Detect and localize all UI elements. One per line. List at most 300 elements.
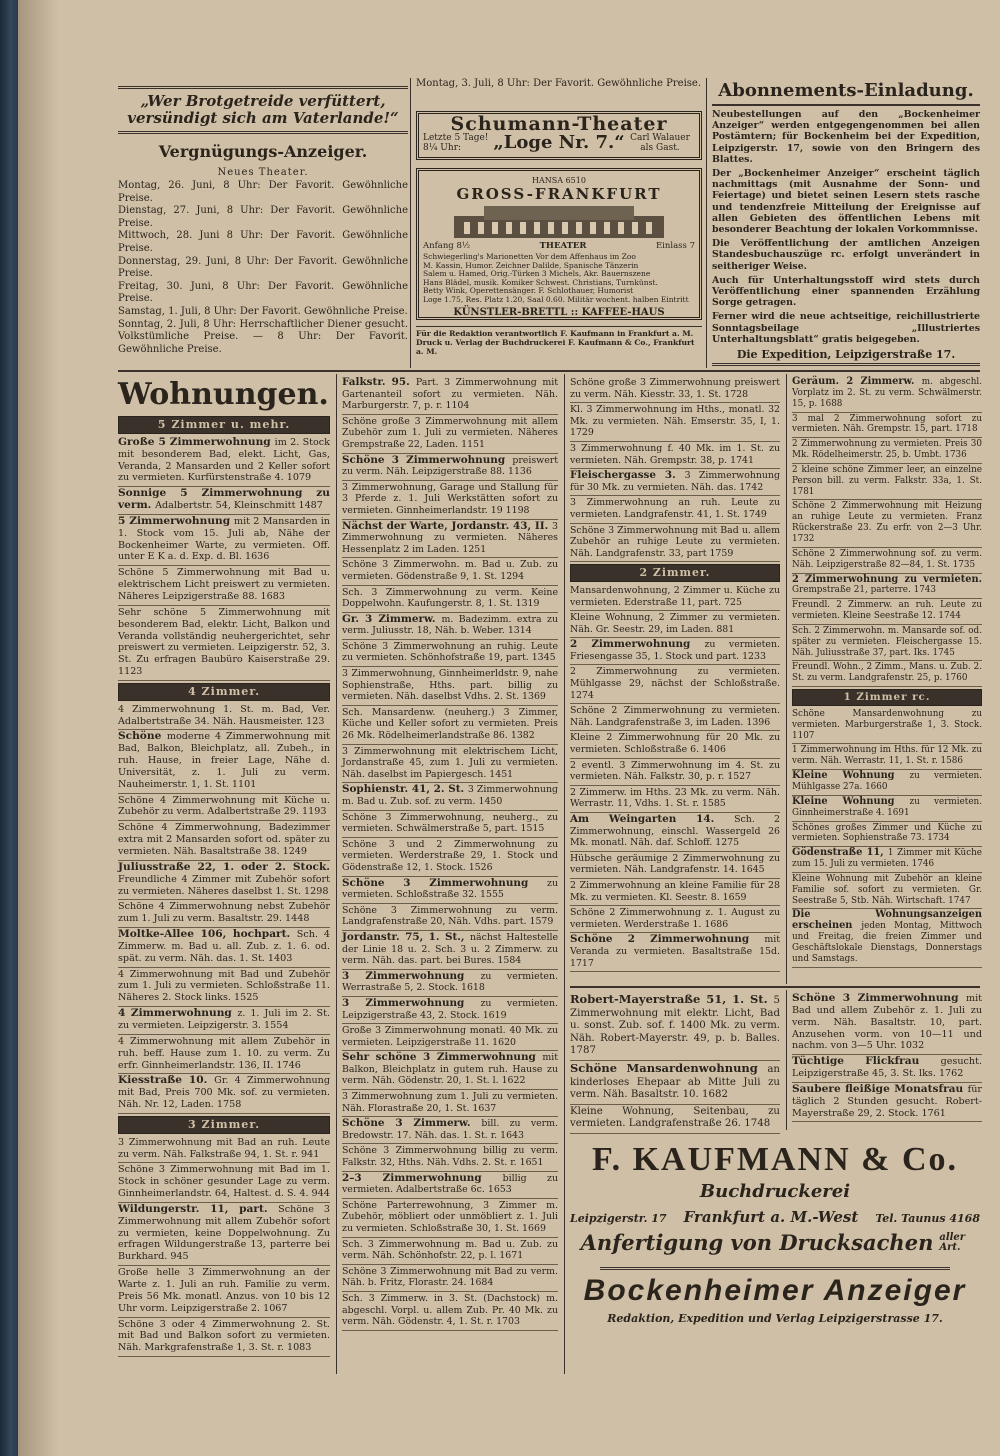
- ad-heading: Schöne 3 Zimmerwohnung: [792, 992, 966, 1004]
- classified-ad: [792, 1055, 982, 1083]
- ad-text: 2 kleine schöne Zimmer leer, an einzelne Person bill. zu verm. Falkstr. 33a, 1. St. 1781: [792, 464, 982, 497]
- classified-ad: [570, 992, 780, 1061]
- classified-ad: [792, 625, 982, 662]
- ad-heading: 2 Zimmerwohnung zu vermieten.: [792, 573, 982, 585]
- program-line: Freitag, 30. Juni, 8 Uhr: Der Favorit. Gewöhnliche Preise.: [118, 280, 408, 305]
- ad-text: Schöne 3 Zimmerwohnung mit allem Zubehör sofort zu vermieten, keine Doppelwohnung. Zu erfragen Wildungerstraße 13, parterre bei Burkhard. 945: [118, 1203, 330, 1263]
- kaufmann-street: Leipzigerstr. 17: [570, 1212, 667, 1225]
- ad-text: 3 Zimmerwohnung zu vermieten. Näheres Hessenplatz 2 im Laden. 1251: [342, 520, 558, 555]
- ad-text: Schöne 4 Zimmerwohnung mit Küche u. Zubehör zu verm. Adalbertstraße 29. 1193: [118, 794, 330, 818]
- ad-text: zu vermieten. Friesengasse 35, 1. Stock und part. 1233: [570, 639, 780, 662]
- classified-ad: [792, 376, 982, 413]
- classified-ad: [342, 376, 558, 415]
- schumann-theater-ad: [416, 111, 702, 161]
- ad-heading: Schöne Mansardenwohnung: [570, 1060, 768, 1075]
- classified-ad: [570, 1105, 780, 1134]
- classified-ad: [342, 877, 558, 904]
- ad-text: Grempstraße 21, parterre. 1743: [792, 585, 936, 596]
- ad-heading: Fleischergasse 3.: [570, 469, 685, 482]
- classified-ad: [570, 469, 780, 496]
- ad-text: jeden Montag, Mittwoch und Freitag, die freien Zimmer und Geschäftslokale Dienstags, Donnerstags und Samstags.: [792, 921, 982, 964]
- ad-text: Kleine 2 Zimmerwohnung für 20 Mk. zu vermieten. Schloßstraße 6. 1406: [570, 732, 780, 756]
- classified-ad: [792, 796, 982, 822]
- classified-ad: [118, 606, 330, 681]
- classified-ad: [118, 968, 330, 1008]
- classified-ad: [792, 909, 982, 967]
- ad-text: Große 3 Zimmerwohnung monatl. 40 Mk. zu vermieten. Leipzigerstraße 11. 1620: [342, 1025, 558, 1048]
- classified-ad: [570, 879, 780, 906]
- bockenheimer-anzeiger-logo: Bockenheimer Anzeiger: [583, 1274, 967, 1307]
- ad-heading: Gödenstraße 11,: [792, 847, 888, 859]
- ad-text: Part. 3 Zimmerwohnung mit Gartenanteil sofort zu vermieten. Näh. Marburgerstr. 7, p. r. 1104: [342, 377, 558, 412]
- kaufmann-phone: Tel. Taunus 4168: [875, 1212, 980, 1225]
- gross-frankfurt-ad: [416, 168, 702, 320]
- classified-ad: [570, 906, 780, 933]
- classified-ad: [342, 1199, 558, 1238]
- classified-ad: [570, 813, 780, 852]
- ads-5-zimmer: [118, 436, 330, 681]
- classified-ad: [570, 611, 780, 638]
- classified-ad: [792, 599, 982, 625]
- ad-text: Schöne 2 Zimmerwohnung zu vermieten. Näh. Landgrafenstraße 3, im Laden. 1396: [570, 705, 780, 728]
- ad-heading: Kiesstraße 10.: [118, 1074, 215, 1087]
- theater-block: [416, 78, 702, 356]
- ad-text: mit Balkon, Bleichplatz in gutem ruh. Hause zu verm. Näh. Gödenstr. 20, 1. St. l. 1622: [342, 1052, 558, 1087]
- classified-ad: [792, 708, 982, 745]
- ad-text: für täglich 2 Stunden gesucht. Robert-Mayerstraße 29, 2. Stock. 1761: [792, 1083, 982, 1119]
- ad-text: 4 Zimmerwohnung mit Bad und Zubehör zum 1. Juli zu vermieten. Schloßstraße 11. Näheres 2. Stock links. 1525: [118, 968, 330, 1004]
- ad-text: Schöne 3 Zimmerwohnung billig zu verm. Falkstr. 32, Hths. Näh. Vdhs. 2. St. r. 1651: [342, 1145, 558, 1169]
- classified-ad: [118, 1203, 330, 1266]
- abonnement-block: [712, 78, 980, 366]
- ad-text: nächst Haltestelle der Linie 18 u. 2. Sch. 3 u. 2 Zimmerw. zu verm. Näh. das. part. bei Bures. 1584: [342, 931, 558, 967]
- kuenstler-brettl: KÜNSTLER-BRETTL :: KAFFEE-HAUS: [453, 306, 665, 318]
- column-3: [570, 376, 780, 972]
- ad-text: Kleine Wohnung, Seitenbau, zu vermieten. Landgrafenstraße 26. 1748: [570, 1105, 780, 1130]
- ad-heading: 5 Zimmerwohnung: [118, 514, 234, 527]
- abo-paragraph-4: Auch für Unterhaltungsstoff wird stets durch Veröffentlichung einer spannenden Erzählung Sorge getragen.: [712, 274, 980, 309]
- ad-heading: Juliusstraße 22, 1. oder 2. Stock.: [118, 860, 330, 873]
- classified-ad: [792, 744, 982, 770]
- classified-ad: [118, 730, 330, 793]
- program-line: Sonntag, 2. Juli, 8 Uhr: Herrschaftlicher Diener gesucht. Volkstümliche Preise. — 8 Uhr: Der Favorit. Gewöhnliche Preise.: [118, 318, 408, 355]
- ads-4-zimmer: [118, 703, 330, 1114]
- schumann-title: Schumann-Theater: [450, 112, 668, 135]
- classified-ad: [342, 481, 558, 520]
- ad-text: Schöne 2 Zimmerwohnung mit Heizung an ruhige Leute zu vermieten. Franz Rückerstraße 23. Zu erfr. von 2—3 Uhr. 1732: [792, 501, 982, 544]
- classified-ad: [342, 613, 558, 640]
- classified-ad: [570, 759, 780, 786]
- ad-text: 1 Zimmerwohnung im Hths. für 12 Mk. zu verm. Näh. Werrastr. 11, 1. St. r. 1586: [792, 745, 982, 767]
- ad-text: Kl. 3 Zimmerwohnung im Hths., monatl. 32 Mk. zu vermieten. Näh. Emserstr. 35, I, 1. 1729: [570, 404, 780, 439]
- schumann-right: Carl Walauer als Gast.: [630, 133, 690, 154]
- classified-ad: [570, 786, 780, 813]
- ad-heading: Sehr schöne 3 Zimmerwohnung: [342, 1051, 543, 1064]
- theater-building-illustration: [444, 200, 674, 240]
- ads-3-zimmer-end: [570, 376, 780, 562]
- classified-ad: [342, 640, 558, 667]
- ads-1-zimmer: [792, 708, 982, 968]
- anfang-time: Anfang 8½: [423, 241, 471, 252]
- gross-frankfurt-title: GROSS-FRANKFURT: [456, 184, 662, 203]
- program-line: Samstag, 1. Juli, 8 Uhr: Der Favorit. Gewöhnliche Preise.: [118, 305, 408, 317]
- classified-ad: [792, 1083, 982, 1123]
- ad-text: 2 Zimmerw. im Hths. 23 Mk. zu verm. Näh. Werrastr. 11, Vdhs. 1. St. r. 1585: [570, 786, 780, 810]
- program-line: Loge 1.75, Res. Platz 1.20, Saal 0.60. Militär wochent. halben Eintritt: [423, 294, 689, 304]
- ad-text: Schöne 3 Zimmerwohnung mit Bad zu verm. Näh. b. Fritz, Florastr. 24. 1684: [342, 1265, 558, 1289]
- program-line: Mittwoch, 28. Juni 8 Uhr: Der Favorit. Gewöhnliche Preise.: [118, 230, 408, 254]
- abo-paragraph-1: Neubestellungen auf den „Bockenheimer Anzeiger“ werden entgegengenommen bei allen Postämtern; für Bockenheim bei der Expedition, Leipzigerstr. 17, sowie von den Bringern des Blattes.: [712, 109, 980, 165]
- bottom-left-ad-list: [570, 992, 780, 1134]
- program-line: Betty Wink, Operettensänger. F. Schlothauer, Humorist: [423, 286, 634, 296]
- classified-ad: [570, 584, 780, 611]
- classified-ad: [570, 852, 780, 879]
- ad-text: Schöne 4 Zimmerwohnung nebst Zubehör zum 1. Juli zu verm. Basaltstr. 29. 1448: [118, 901, 330, 925]
- ad-text: Schöne Mansardenwohnung zu vermieten. Marburgerstraße 1, 3. Stock. 1107: [792, 708, 982, 741]
- classified-ad: [342, 1051, 558, 1090]
- section-bar-1-zimmer: 1 Zimmer rc.: [792, 689, 982, 706]
- ad-heading: Kleine Wohnung: [792, 795, 910, 807]
- ad-text: Adalbertstr. 54, Kleinschmitt 1487: [155, 500, 323, 512]
- ad-text: Hübsche geräumige 2 Zimmerwohnung zu vermieten. Näh. Landgrafenstr. 14. 1645: [570, 852, 780, 876]
- ad-heading: Robert-Mayerstraße 51, 1. St.: [570, 992, 774, 1006]
- ad-text: 5 Zimmerwohnung mit elektr. Licht, Bad u. sonst. Zub. sof. f. 1400 Mk. zu verm. Näh. Robert-Mayerstr. 49, p. b. Balles. 1787: [570, 995, 780, 1057]
- ad-text: an kinderloses Ehepaar ab Mitte Juli zu verm. Näh. Basaltstr. 10. 1682: [570, 1063, 780, 1101]
- ad-text: 3 Zimmerwohnung, Ginnheimerldstr. 9, nahe Sophienstraße, Hths. part. billig zu vermieten. Näh. daselbst Vdhs. 2. St. 1369: [342, 668, 558, 703]
- ad-text: Schöne 2 Zimmerwohnung sof. zu verm. Näh. Leipzigerstraße 82—84, 1. St. 1735: [792, 548, 982, 570]
- ads-3-zimmer: [118, 1136, 330, 1357]
- ad-text: Schöne Parterrewohnung, 3 Zimmer m. Zubehör, möbliert oder unmöbliert z. 1. Juli zu vermieten. Schloßstraße 30, 1. St. 1669: [342, 1199, 558, 1234]
- program-line: Donnerstag, 29. Juni, 8 Uhr: Der Favorit. Gewöhnliche Preise.: [118, 255, 408, 280]
- classified-ad: [342, 706, 558, 745]
- ad-text: 4 Zimmerwohnung mit allem Zubehör in ruh. beff. Hause zum 1. 10. zu verm. Zu erfr. Ginnheimerlandstr. 136, II. 1746: [118, 1035, 330, 1071]
- classified-ad: [570, 403, 780, 442]
- section-bar-2-zimmer: 2 Zimmer.: [570, 564, 780, 582]
- classified-ad: [570, 1061, 780, 1105]
- ad-heading: Sonnige 5 Zimmerwohnung zu verm.: [118, 487, 330, 512]
- ad-heading: Schöne 3 Zimmerw.: [342, 1117, 482, 1130]
- classified-ad: [342, 745, 558, 784]
- ad-text: Schöne 3 Zimmerwohnung, neuherg., zu vermieten. Schwälmerstraße 5, part. 1515: [342, 811, 558, 835]
- classified-ad: [792, 847, 982, 873]
- kaufmann-ad: [570, 1140, 980, 1325]
- classified-ad: [792, 438, 982, 464]
- ads-2-zimmer: [570, 584, 780, 972]
- ad-text: Schöne 3 Zimmerwohnung mit Bad u. allem Zubehör an ruhige Leute zu vermieten. Näh. Landgrafenstr. 33, part 1759: [570, 524, 780, 559]
- classified-ad: [118, 861, 330, 901]
- classified-ad: [792, 873, 982, 910]
- classified-ad: [118, 1163, 330, 1203]
- classified-ad: [570, 442, 780, 469]
- gross-frankfurt-program: [423, 253, 695, 305]
- ad-text: Schöne 5 Zimmerwohnung mit Bad u. elektrischem Licht preiswert zu vermieten. Näheres Leipzigerstraße 88. 1683: [118, 567, 330, 602]
- classified-ad: [570, 376, 780, 403]
- ad-text: Schöne 3 Zimmerwohnung mit Bad im 1. Stock in schöner gesunder Lage zu verm. Ginnheimerlandstr. 64, Haltest. d. S. 4. 944: [118, 1164, 330, 1200]
- ad-heading: Geräum. 2 Zimmerw.: [792, 376, 922, 387]
- vergnuegungs-title: Vergnügungs-Anzeiger.: [158, 142, 368, 161]
- classified-ad: [342, 1292, 558, 1331]
- bottom-left-ads: [570, 992, 780, 1134]
- ad-heading: Am Weingarten 14.: [570, 813, 735, 825]
- schumann-play: „Loge Nr. 7.“: [493, 131, 625, 153]
- section-bar-3-zimmer: 3 Zimmer.: [118, 1116, 330, 1134]
- ad-heading: Sophienstr. 41, 2. St.: [342, 783, 468, 796]
- ad-text: Sch. 2 Zimmerwohnung, einschl. Wassergeld 26 Mk. monatl. Näh. daf. Schloff. 1275: [570, 814, 780, 849]
- section-bar-4-zimmer: 4 Zimmer.: [118, 683, 330, 701]
- einlass-time: Einlass 7: [655, 241, 695, 252]
- ad-heading: Kleine Wohnung: [792, 770, 910, 782]
- ad-text: 2 Zimmerwohnung an kleine Familie für 28 Mk. zu vermieten. Kl. Seestr. 8. 1659: [570, 879, 780, 903]
- ad-text: mit Veranda zu vermieten. Basaltstraße 15d. 1717: [570, 934, 780, 969]
- classified-ad: [342, 520, 558, 559]
- classified-ad: [792, 500, 982, 547]
- ad-heading: 3 Zimmerwohnung: [342, 996, 481, 1009]
- classified-ad: [342, 1024, 558, 1051]
- ad-text: mit Bad und allem Zubehör z. 1. Juli zu verm. Näh. Basaltstr. 10, part. Anzusehen vorm. von 10—11 und nachm. von 3—5 Uhr. 1032: [792, 993, 982, 1052]
- montag-program: Montag, 3. Juli, 8 Uhr: Der Favorit. Gewöhnliche Preise.: [416, 78, 701, 89]
- classified-ad: [792, 770, 982, 796]
- classified-ad: [118, 1266, 330, 1317]
- program-line: M. Kassin, Humor. Zeichner Dalilde, Spanische Tänzerin: [423, 260, 639, 270]
- classified-ad: [792, 413, 982, 439]
- classified-ad: [342, 1090, 558, 1117]
- ad-text: Sch. 2 Zimmerwohn. m. Mansarde sof. od. später zu vermieten. Fleischergasse 15. Näh. Juliusstraße 37, part. Iks. 1745: [792, 625, 982, 658]
- impressum-druck: Druck u. Verlag der Buchdruckerei F. Kaufmann & Co., Frankfurt a. M.: [416, 338, 695, 357]
- classified-ad: [118, 703, 330, 731]
- abo-paragraph-3: Die Veröffentlichung der amtlichen Anzeigen Standesbuchauszüge rc. erfolgt unverändert in seitheriger Weise.: [712, 238, 980, 272]
- ad-text: Sch. 3 Zimmerw. in 3. St. (Dachstock) m. abgeschl. Vorpl. u. allem Zub. Pr. 40 Mk. zu verm. Näh. Gödenstr. 4, 1. St. r. 1703: [342, 1292, 558, 1328]
- ad-text: 3 mal 2 Zimmerwohnung sofort zu vermieten. Näh. Grempstr. 15, part. 1718: [792, 413, 982, 435]
- classified-ad: [342, 558, 558, 585]
- classified-ad: [570, 665, 780, 704]
- ad-text: preiswert zu verm. Näh. Leipzigerstraße 88. 1136: [342, 454, 558, 478]
- abo-paragraph-2: Der „Bockenheimer Anzeiger“ erscheint täglich nachmittags (mit Ausnahme der Sonn- und Feiertage) und bietet seinen Lesern stets rasche und tendenzfreie Mitteilung der Ereignisse auf allen Gebieten des öffentlichen Lebens mit besonderer Beachtung der lokalen Vorkommnisse.: [712, 168, 980, 236]
- classified-ad: [342, 1172, 558, 1199]
- ad-text: 3 Zimmerwohnung f. 40 Mk. im 1. St. zu vermieten. Näh. Grempstr. 38, p. 1741: [570, 442, 780, 466]
- classified-ad: [342, 904, 558, 931]
- classified-ad: [342, 415, 558, 454]
- classified-ad: [118, 1074, 330, 1114]
- classified-ad: [118, 900, 330, 928]
- impressum-redaktion: Für die Redaktion verantwortlich F. Kaufmann in Frankfurt a. M.: [416, 329, 694, 339]
- ad-text: m. abgeschl. Vorplatz im 2. St. zu verm. Schwälmerstr. 15, p. 1688: [792, 377, 982, 409]
- hansa-number: HANSA 6510: [532, 176, 586, 186]
- classified-ad: [570, 638, 780, 665]
- classified-ad: [342, 667, 558, 706]
- program-line: Salem u. Hamed, Orig.-Türken 3 Michels, Akr. Bauernszene: [423, 269, 651, 279]
- ad-text: 3 Zimmerwohnung mit Bad an ruh. Leute zu verm. Näh. Falkstraße 94, 1. St. r. 941: [118, 1136, 330, 1160]
- classified-ad: [118, 515, 330, 566]
- ad-heading: Schöne 3 Zimmerwohnung: [342, 453, 513, 466]
- classified-ad: [118, 1318, 330, 1358]
- bottom-right-ads: [792, 992, 982, 1122]
- classified-ad: [792, 464, 982, 501]
- aller-art-text: aller Art.: [939, 1231, 966, 1253]
- program-line: Montag, 26. Juni, 8 Uhr: Der Favorit. Gewöhnliche Preise.: [118, 180, 408, 204]
- ad-text: Gr. 4 Zimmerwohnung mit Bad, Preis 700 Mk. sof. zu vermieten. Näh. Nr. 12, Laden. 1758: [118, 1075, 330, 1111]
- classified-ad: [570, 496, 780, 523]
- classified-ad: [118, 487, 330, 515]
- column-2: [342, 376, 558, 1331]
- ad-text: Schöne 3 und 2 Zimmerwohnung zu vermieten. Werderstraße 29, 1. Stock und Gödenstraße 12, 1. Stock. 1526: [342, 838, 558, 873]
- kaufmann-name: F. KAUFMANN & Co.: [591, 1141, 959, 1178]
- program-line: Dienstag, 27. Juni, 8 Uhr: Der Favorit. Gewöhnliche Preise.: [118, 205, 408, 229]
- ad-heading: Nächst der Warte, Jordanstr. 43, II.: [342, 519, 553, 532]
- buchdruckerei-label: Buchdruckerei: [699, 1181, 851, 1202]
- ad-heading: Schöne: [118, 730, 167, 743]
- ad-text: z. 1. Juli im 2. St. zu vermieten. Leipzigerstr. 3. 1554: [118, 1008, 330, 1031]
- ad-text: Kleine Wohnung mit Zubehör an kleine Familie sof. sofort zu vermieten. Gr. Seestraße 5, Stb. Näh. Wirtschaft. 1747: [792, 873, 982, 906]
- ad-text: Schöne 3 Zimmerwohnung zu verm. Landgrafenstraße 20, Näh. Vdhs. part. 1579: [342, 904, 558, 928]
- ad-text: Sch. 4 Zimmerw. m. Bad u. all. Zub. z. 1. 6. od. spät. zu verm. Näh. das. 1. St. 1403: [118, 929, 330, 964]
- classified-ad: [342, 454, 558, 481]
- ad-text: Schöne 3 Zimmerwohnung an ruhig. Leute zu vermieten. Schönhofstraße 19, part. 1345: [342, 640, 558, 664]
- newspaper-page: [18, 0, 1000, 1456]
- kaufmann-city: Frankfurt a. M.-West: [683, 1208, 859, 1226]
- classified-ad: [342, 838, 558, 877]
- classified-ad: [118, 821, 330, 861]
- program-line: Schwiegerling's Marionetten Vor dem Affenhaus im Zoo: [423, 251, 636, 261]
- classified-ad: [118, 1007, 330, 1035]
- book-binding: [0, 0, 18, 1456]
- abo-paragraph-5: Ferner wird die neue achtseitige, reichillustrierte Sonntagsbeilage „Illustriertes Unterhaltungsblatt“ gratis beigegeben.: [712, 311, 980, 345]
- classified-ad: [118, 436, 330, 487]
- ad-text: Mansardenwohnung, 2 Zimmer u. Küche zu vermieten. Ederstraße 11, part. 725: [570, 584, 780, 608]
- ad-heading: Die Wohnungsanzeigen erscheinen: [792, 909, 982, 932]
- ad-text: im 2. Stock mit besonderem Bad, elekt. Licht, Gas, Veranda, 2 Mansarden und 2 Keller sofort zu vermieten. Kurfürstenstraße 4. 1079: [118, 436, 330, 484]
- ad-heading: Tüchtige Flickfrau: [792, 1055, 941, 1068]
- ad-text: gesucht. Leipzigerstraße 45, 3. St. lks. 1762: [792, 1056, 982, 1080]
- ad-heading: 2 Zimmerwohnung: [570, 638, 705, 651]
- abo-signature: Die Expedition, Leipzigerstraße 17.: [712, 349, 980, 366]
- theater-label: THEATER: [539, 241, 587, 252]
- classified-ad: [570, 524, 780, 563]
- ad-text: 3 Zimmerwohnung an ruh. Leute zu vermieten. Landgrafenstr. 41, 1. St. 1749: [570, 497, 780, 520]
- classified-ad: [570, 731, 780, 758]
- ad-text: Große helle 3 Zimmerwohnung an der Warte z. 1. Juli an ruh. Familie zu verm. Preis 56 Mk. monatl. Anzus. von 10 bis 12 Uhr vorm. Leipzigerstraße 2. 1067: [118, 1267, 330, 1314]
- ad-text: zu vermieten. Ginnheimerstraße 4. 1691: [792, 796, 982, 818]
- classified-ad: [342, 811, 558, 838]
- anfertigung-text: Anfertigung von Drucksachen: [580, 1230, 934, 1255]
- ad-text: Schöne 3 oder 4 Zimmerwohnung 2. St. mit Bad und Balkon sofort zu vermieten. Näh. Markgrafenstraße 1, 3. St. r. 1083: [118, 1318, 330, 1354]
- classified-ad: [792, 661, 982, 687]
- classified-ad: [570, 933, 780, 972]
- wohnungen-title: Wohnungen.: [118, 377, 329, 412]
- ad-heading: Gr. 3 Zimmerw.: [342, 612, 442, 625]
- ad-text: Freundl. 2 Zimmerw. an ruh. Leute zu vermieten. Kleine Seestraße 12. 1744: [792, 600, 982, 622]
- ad-text: zu vermieten. Werrastraße 5, 2. Stock. 1618: [342, 970, 558, 994]
- classified-ad: [342, 931, 558, 970]
- classified-ad: [342, 1265, 558, 1292]
- classified-ad: [792, 992, 982, 1055]
- classified-ad: [792, 548, 982, 574]
- classified-ad: [342, 1238, 558, 1265]
- ad-text: Schöne 3 Zimmerwohn. m. Bad u. Zub. zu vermieten. Gödenstraße 9, 1. St. 1294: [342, 559, 558, 582]
- ad-heading: Schöne 3 Zimmerwohnung: [342, 876, 548, 889]
- column-4: [792, 376, 982, 968]
- classified-ad: [118, 1136, 330, 1164]
- column-1: [118, 376, 330, 1357]
- ad-text: Freundliche 4 Zimmer mit Zubehör sofort zu vermieten. Näheres daselbst 1. St. 1298: [118, 873, 330, 897]
- ad-heading: Saubere fleißige Monatsfrau: [792, 1082, 968, 1095]
- ad-heading: 3 Zimmerwohnung: [342, 969, 481, 982]
- ad-text: 1 Zimmer mit Küche zum 15. Juli zu vermieten. 1746: [792, 848, 982, 870]
- ad-text: 2 Zimmerwohnung zu vermieten. Preis 30 Mk. Rödelheimerstr. 25, b. Umbt. 1736: [792, 439, 982, 461]
- ad-text: Sch. 3 Zimmerwohnung m. Bad u. Zub. zu verm. Näh. Schönhofstr. 22, p. l. 1671: [342, 1238, 558, 1262]
- classified-ad: [342, 1144, 558, 1171]
- ad-text: Freundl. Wohn., 2 Zimm., Mans. u. Zub. 2. St. zu verm. Landgrafenstr. 25, p. 1760: [792, 662, 982, 684]
- ad-text: 3 Zimmerwohnung zum 1. Juli zu vermieten. Näh. Florastraße 20, 1. St. 1637: [342, 1091, 558, 1114]
- redaktion-line: Redaktion, Expedition und Verlag Leipzigerstrasse 17.: [607, 1312, 943, 1325]
- classified-ad: [342, 997, 558, 1024]
- classified-ad: [118, 566, 330, 606]
- ad-heading: Wildungerstr. 11, part.: [118, 1202, 279, 1215]
- ad-heading: Schöne 2 Zimmerwohnung: [570, 933, 765, 946]
- bottom-right-ad-list: [792, 992, 982, 1122]
- abonnement-title: Abonnements-Einladung.: [712, 78, 980, 106]
- classified-ad: [792, 574, 982, 600]
- ad-text: m. Badezimm. extra zu verm. Juliusstr. 18, Näh. b. Weber. 1314: [342, 613, 558, 637]
- ad-text: Sch. 3 Zimmerwohnung zu verm. Keine Doppelwohn. Kaufungerstr. 8, 1. St. 1319: [342, 586, 558, 610]
- motto: „Wer Brotgetreide verfüttert, versündigt sich am Vaterlande!“: [118, 86, 408, 134]
- ad-text: 4 Zimmerwohnung 1. St. m. Bad, Ver. Adalbertstraße 34. Näh. Hausmeister. 123: [118, 703, 330, 727]
- ads-3-zimmer-continued: [342, 376, 558, 1331]
- ad-heading: 4 Zimmerwohnung: [118, 1007, 238, 1020]
- ad-heading: 2–3 Zimmerwohnung: [342, 1171, 503, 1184]
- ad-text: zu vermieten. Schloßstraße 32. 1555: [342, 877, 558, 901]
- ad-text: 2 eventl. 3 Zimmerwohnung im 4. St. zu vermieten. Näh. Falkstr. 30, p. r. 1527: [570, 759, 780, 783]
- schumann-left: Letzte 5 Tage! 8¼ Uhr:: [423, 133, 489, 154]
- classified-ad: [792, 822, 982, 848]
- classified-ad: [118, 794, 330, 822]
- ad-text: Schöne große 3 Zimmerwohnung mit allem Zubehör zum 1. Juli zu vermieten. Näheres Grempstraße 22, Laden. 1151: [342, 415, 558, 450]
- classified-ad: [118, 928, 330, 968]
- classified-ad: [342, 970, 558, 997]
- classified-ad: [342, 783, 558, 810]
- ad-heading: Große 5 Zimmerwohnung: [118, 435, 275, 448]
- ad-text: billig zu vermieten. Adalbertstraße 6c. 1653: [342, 1172, 558, 1196]
- ad-text: zu vermieten. Leipzigerstraße 43, 2. Stock. 1619: [342, 997, 558, 1021]
- ad-text: 3 Zimmerwohnung m. Bad u. Zub. sof. zu verm. 1450: [342, 784, 559, 807]
- ad-text: Kleine Wohnung, 2 Zimmer zu vermieten. Näh. Gr. Seestr. 29, im Laden. 881: [570, 612, 780, 635]
- ad-text: bill. zu verm. Bredowstr. 17. Näh. das. 1. St. r. 1643: [342, 1118, 559, 1141]
- ad-text: Schöne 4 Zimmerwohnung, Badezimmer extra mit 2 Mansarden sofort od. später zu vermieten. Näh. Basaltstraße 38. 1249: [118, 822, 330, 857]
- ad-text: 2 Zimmerwohnung zu vermieten. Mühlgasse 29, nächst der Schloßstraße. 1274: [570, 666, 780, 701]
- ad-text: Schöne große 3 Zimmerwohnung preiswert zu verm. Näh. Kiesstr. 33, 1. St. 1728: [570, 377, 780, 400]
- ad-text: 3 Zimmerwohnung mit elektrischem Licht, Jordanstraße 45, zum 1. Juli zu vermieten. Näh. daselbst im Papiergesch. 1451: [342, 745, 558, 780]
- ad-text: Sch. Mansardenw. (neuherg.) 3 Zimmer, Küche und Keller sofort zu vermieten. Preis 26 Mk. Rödelheimerlandstraße 86. 1382: [342, 706, 558, 742]
- ad-text: zu vermieten. Mühlgasse 27a. 1660: [792, 771, 982, 792]
- ad-text: moderne 4 Zimmerwohnung mit Bad, Balkon, Bleichplatz, all. Zubeh., in ruh. Hause, in freier Lage, Nähe d. Universität, z. 1. Juli zu verm. Nauheimerstr. 1, 1. St. 1101: [118, 731, 330, 790]
- vergnuegungs-block: [118, 86, 408, 356]
- ads-2-zimmer-continued: [792, 376, 982, 687]
- ad-heading: Moltke-Allee 106, hochpart.: [118, 928, 297, 941]
- program-line: Hans Blädel, musik. Komiker Schwest. Christians, Turnkünst.: [423, 277, 658, 287]
- classified-ad: [342, 1117, 558, 1144]
- ad-text: 3 Zimmerwohnung für 30 Mk. zu vermieten. Näh. das. 1742: [570, 470, 780, 493]
- neues-theater-heading: Neues Theater.: [217, 167, 309, 178]
- ad-text: Schönes großes Zimmer und Küche zu vermieten. Sophienstraße 73. 1734: [792, 822, 982, 844]
- ad-heading: Jordanstr. 75, 1. St.,: [342, 930, 470, 943]
- classified-ad: [342, 586, 558, 613]
- neues-theater-program: [118, 180, 408, 356]
- classified-ad: [570, 704, 780, 731]
- ad-text: Sehr schöne 5 Zimmerwohnung mit besonderem Bad, elektr. Licht, Balkon und Veranda vollständig neuhergerichtet, sehr preiswert zu vermieten. Leipzigerstr. 52, 3. St. Zu erfragen Baubüro Kaiserstraße 29. 1123: [118, 606, 330, 678]
- section-bar-5-zimmer: 5 Zimmer u. mehr.: [118, 416, 330, 434]
- ad-text: 3 Zimmerwohnung, Garage und Stallung für 3 Pferde z. 1. Juli Werkstätten sofort zu vermieten. Ginnheimerlandstr. 19 1198: [342, 481, 558, 516]
- ad-text: mit 2 Mansarden in 1. Stock vom 15. Juli ab, Nähe der Bockenheimer Warte, zu vermieten. Off. unter E K a. d. Exp. d. Bl. 1636: [118, 515, 330, 563]
- ad-heading: Falkstr. 95.: [342, 376, 416, 388]
